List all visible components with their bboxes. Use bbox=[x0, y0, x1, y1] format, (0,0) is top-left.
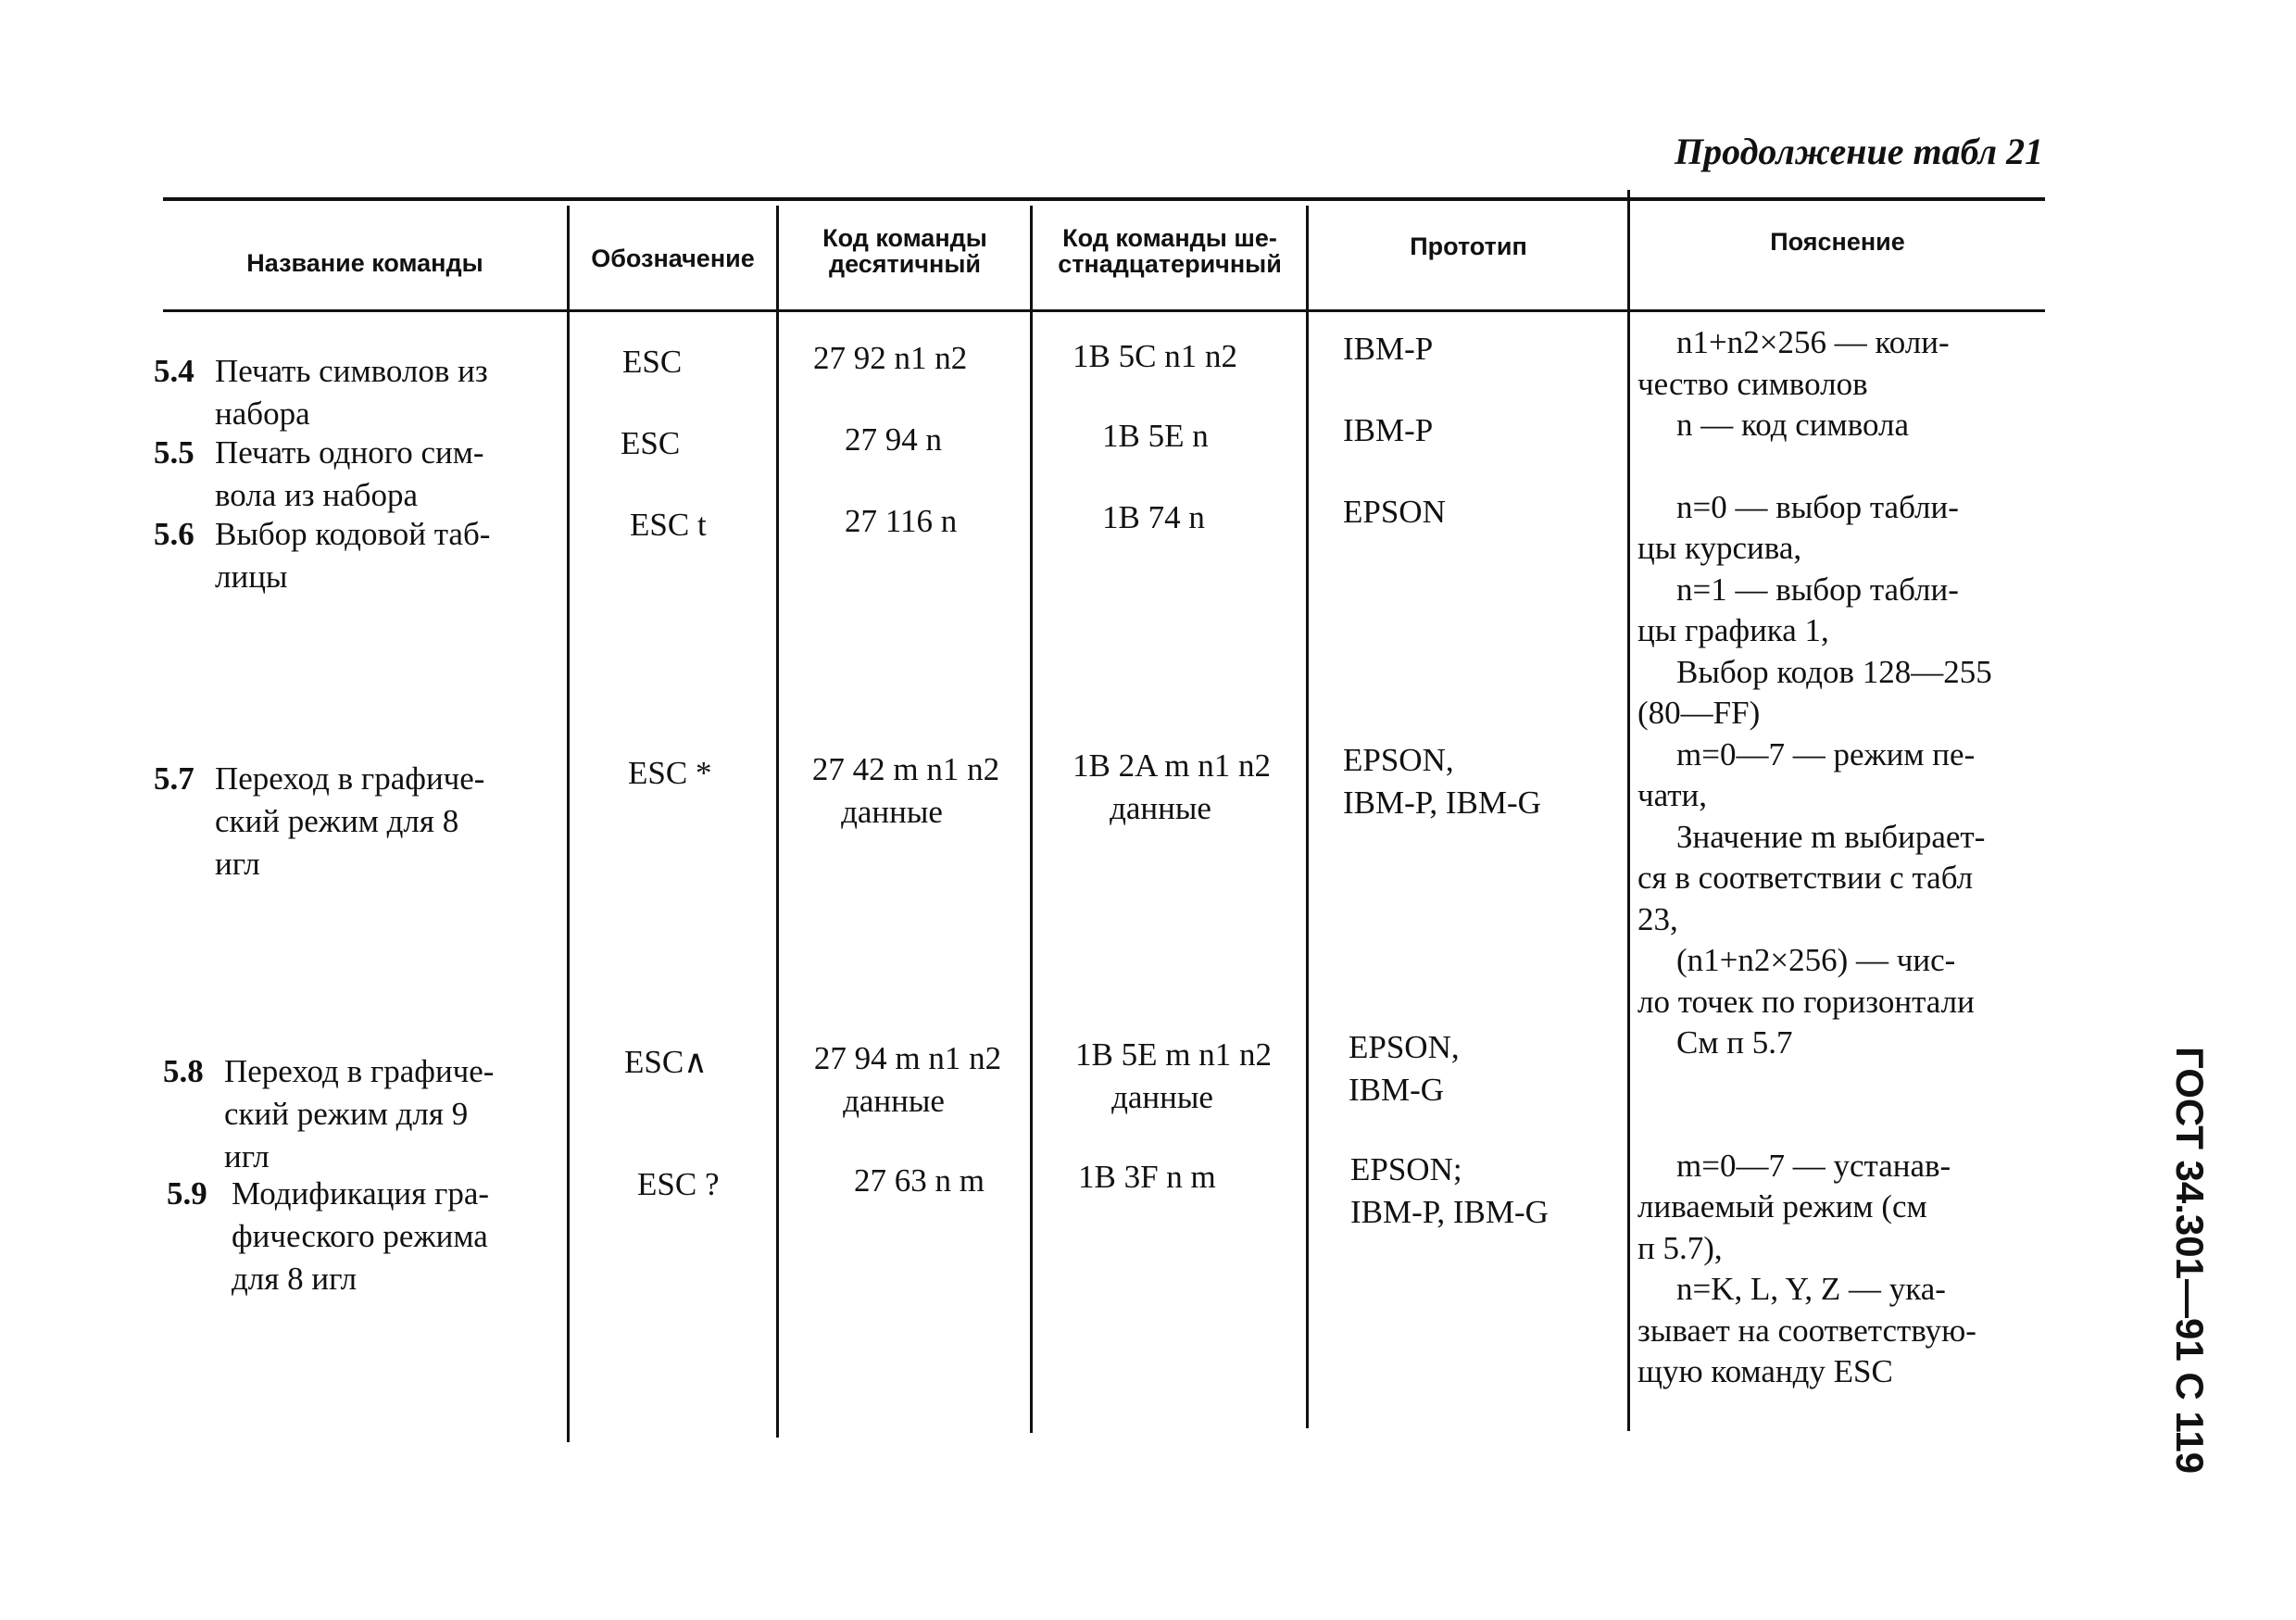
row-number: 5.4 bbox=[154, 353, 194, 389]
command-name-line: ский режим для 9 bbox=[224, 1096, 469, 1132]
command-name-line: Переход в графиче- bbox=[224, 1053, 495, 1089]
explanation-line: 23, bbox=[1637, 900, 1678, 937]
table-row bbox=[154, 350, 561, 435]
command-name-line: для 8 игл bbox=[232, 1261, 358, 1297]
row-number: 5.9 bbox=[167, 1175, 207, 1212]
explanation-line: п 5.7), bbox=[1637, 1229, 1723, 1266]
hex-code-cell: 1B 5E m n1 n2 данные bbox=[1075, 1036, 1272, 1115]
prototype-cell: EPSON, IBM-P, IBM-G bbox=[1343, 742, 1541, 821]
prototype-cell: EPSON; IBM-P, IBM-G bbox=[1350, 1151, 1549, 1230]
dec-code-cell: 27 94 n bbox=[845, 421, 942, 458]
row-number: 5.8 bbox=[163, 1053, 204, 1089]
col-header-hex: Код команды ше- стнадцатеричный bbox=[1058, 224, 1282, 278]
col-header-dec: Код команды десятичный bbox=[822, 224, 987, 278]
command-name-line: Переход в графиче- bbox=[215, 760, 485, 797]
command-name-line: вола из набора bbox=[215, 477, 418, 513]
prototype-cell: EPSON bbox=[1343, 494, 1446, 530]
dec-code-cell: 27 63 n m bbox=[854, 1162, 985, 1199]
explanation-line: ся в соответствии с табл bbox=[1637, 860, 1974, 896]
explanation-line: m=0—7 — режим пе- bbox=[1676, 735, 1976, 772]
col-header-explanation: Пояснение bbox=[1770, 228, 1905, 256]
hex-code-cell: 1B 74 n bbox=[1102, 499, 1205, 535]
designation-cell: ESC bbox=[621, 425, 681, 461]
explanation-line: n — код символа bbox=[1676, 407, 1910, 443]
explanation-line: Значение m выбирает- bbox=[1676, 818, 1986, 855]
designation-cell: ESC bbox=[622, 344, 683, 380]
explanation-line: щую команду ESC bbox=[1637, 1353, 1893, 1389]
command-name-line: набора bbox=[215, 396, 310, 432]
hex-code-cell: 1B 2A m n1 n2 данные bbox=[1073, 747, 1271, 826]
command-name-line: Печать символов из bbox=[215, 353, 488, 389]
command-name-line: Модификация гра- bbox=[232, 1175, 490, 1212]
command-name-line: лицы bbox=[215, 559, 288, 595]
command-name-line: Печать одного сим- bbox=[215, 434, 484, 471]
dec-code-cell: 27 92 n1 n2 bbox=[813, 340, 968, 376]
prototype-cell: EPSON, IBM-G bbox=[1349, 1029, 1460, 1108]
explanation-line: (n1+n2×256) — чис- bbox=[1676, 942, 1956, 978]
explanation-line: (80—FF) bbox=[1637, 695, 1761, 731]
hex-code-cell: 1B 5E n bbox=[1102, 418, 1209, 454]
prototype-cell: IBM-P bbox=[1343, 412, 1434, 448]
designation-cell: ESC ? bbox=[637, 1166, 720, 1202]
table-row bbox=[154, 758, 561, 885]
designation-cell: ESC t bbox=[630, 507, 707, 543]
explanation-column bbox=[1637, 322, 2051, 1393]
explanation-line: n=K, L, Y, Z — ука- bbox=[1676, 1271, 1946, 1307]
explanation-line: ло точек по горизонтали bbox=[1637, 983, 1975, 1020]
explanation-line: цы графика 1, bbox=[1637, 612, 1829, 648]
explanation-line: Выбор кодов 128—255 bbox=[1676, 653, 1992, 690]
table-row bbox=[167, 1173, 565, 1300]
column-divider bbox=[1306, 206, 1309, 1428]
col-header-designation: Обозначение bbox=[591, 245, 755, 272]
designation-cell: ESC * bbox=[628, 755, 712, 791]
explanation-line: чати, bbox=[1637, 777, 1708, 813]
explanation-line: См п 5.7 bbox=[1676, 1024, 1793, 1061]
command-name-line: ский режим для 8 bbox=[215, 803, 459, 839]
table-row bbox=[163, 1050, 561, 1178]
row-number: 5.5 bbox=[154, 434, 194, 471]
column-divider bbox=[567, 206, 570, 1442]
row-number: 5.6 bbox=[154, 516, 194, 552]
column-divider bbox=[1627, 190, 1630, 1431]
explanation-line: n=0 — выбор табли- bbox=[1676, 488, 1959, 525]
table-row bbox=[154, 432, 561, 517]
col-header-prototype: Прототип bbox=[1410, 232, 1527, 260]
row-number: 5.7 bbox=[154, 760, 194, 797]
dec-code-cell: 27 94 m n1 n2 данные bbox=[813, 1040, 1002, 1119]
col-header-name: Название команды bbox=[246, 249, 483, 277]
explanation-line: зывает на соответствую- bbox=[1637, 1312, 1976, 1349]
explanation-line: n1+n2×256 — коли- bbox=[1676, 324, 1950, 360]
table-continuation-title: Продолжение табл 21 bbox=[1675, 131, 2044, 172]
explanation-line: m=0—7 — устанав- bbox=[1676, 1147, 1951, 1184]
explanation-line: цы курсива, bbox=[1637, 530, 1802, 566]
dec-code-cell: 27 42 m n1 n2 данные bbox=[811, 751, 1000, 830]
explanation-line: чество символов bbox=[1637, 365, 1868, 402]
table-top-rule bbox=[163, 197, 2045, 201]
command-name-line: фического режима bbox=[232, 1218, 488, 1254]
command-name-line: игл bbox=[224, 1138, 270, 1174]
command-name-line: игл bbox=[215, 846, 260, 882]
command-name-line: Выбор кодовой таб- bbox=[215, 516, 491, 552]
document-side-caption: ГОСТ 34.301—91 С 119 bbox=[2168, 1047, 2212, 1475]
designation-cell: ESC∧ bbox=[624, 1044, 708, 1080]
dec-code-cell: 27 116 n bbox=[845, 503, 958, 539]
prototype-cell: IBM-P bbox=[1343, 331, 1434, 367]
header-bottom-rule bbox=[163, 309, 2045, 312]
hex-code-cell: 1B 5C n1 n2 bbox=[1073, 338, 1237, 374]
table-row bbox=[154, 513, 561, 598]
explanation-line: ливаемый режим (см bbox=[1637, 1188, 1927, 1224]
explanation-line: n=1 — выбор табли- bbox=[1676, 571, 1959, 608]
hex-code-cell: 1B 3F n m bbox=[1078, 1159, 1216, 1195]
